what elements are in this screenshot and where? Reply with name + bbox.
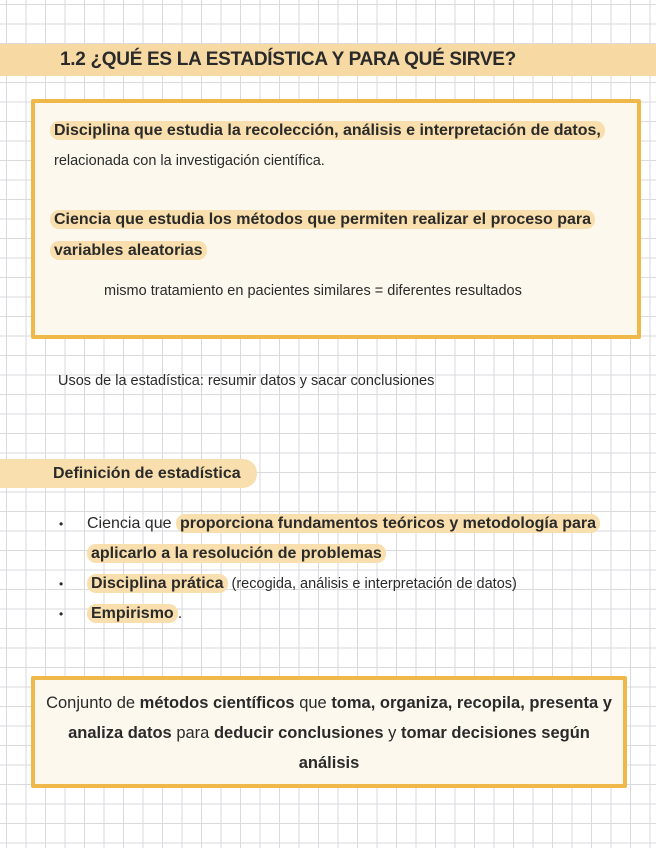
example-text: mismo tratamiento en pacientes similares = diferentes resultados bbox=[104, 283, 522, 299]
definition-1-continuation: relacionada con la investigación científica. bbox=[54, 153, 325, 169]
bullet-item bbox=[57, 509, 647, 569]
definition-1-highlight: Disciplina que estudia la recolección, análisis e interpretación de datos, bbox=[50, 121, 605, 140]
bullet-1-highlight: proporciona fundamentos teóricos y metodología para bbox=[176, 514, 600, 533]
definition-bullet-list bbox=[57, 509, 647, 629]
bullet-3-highlight: Empirismo bbox=[87, 604, 178, 623]
bullet-item bbox=[57, 569, 647, 599]
bullet-2-highlight: Disciplina prática bbox=[87, 574, 228, 593]
summary-text bbox=[39, 688, 619, 778]
bullet-dot-icon: • bbox=[59, 577, 64, 591]
bullet-2-plain: (recogida, análisis e interpretación de datos) bbox=[227, 576, 517, 592]
bullet-1-plain: Ciencia que bbox=[87, 515, 176, 532]
summary-highlight-2: toma, organiza, recopila, presenta y analiza datos bbox=[68, 694, 612, 742]
summary-plain-3: para bbox=[171, 724, 214, 742]
summary-highlight-4: tomar decisiones según análisis bbox=[298, 724, 590, 772]
page-title: 1.2 ¿QUÉ ES LA ESTADÍSTICA Y PARA QUÉ SIRVE? bbox=[60, 49, 516, 70]
section-heading: Definición de estadística bbox=[53, 465, 241, 482]
summary-plain-2: que bbox=[294, 694, 332, 712]
definition-2-highlight-2: variables aleatorias bbox=[50, 241, 207, 260]
uses-text: Usos de la estadística: resumir datos y sacar conclusiones bbox=[58, 373, 435, 389]
bullet-item bbox=[57, 599, 647, 629]
bullet-dot-icon: • bbox=[59, 607, 64, 621]
definition-1-line bbox=[50, 120, 605, 142]
definition-2-line-1 bbox=[50, 209, 595, 231]
bullet-1-highlight-line-2: aplicarlo a la resolución de problemas bbox=[87, 544, 386, 563]
definition-2-highlight-1: Ciencia que estudia los métodos que permiten realizar el proceso para bbox=[50, 210, 595, 229]
summary-plain-1: Conjunto de bbox=[46, 694, 140, 712]
summary-plain-4: y bbox=[383, 724, 401, 742]
definition-2-line-2 bbox=[50, 240, 207, 262]
bullet-3-plain: . bbox=[177, 605, 183, 622]
summary-highlight-3: deducir conclusiones bbox=[213, 724, 384, 742]
bullet-dot-icon: • bbox=[59, 517, 64, 531]
summary-highlight-1: métodos científicos bbox=[139, 694, 295, 712]
